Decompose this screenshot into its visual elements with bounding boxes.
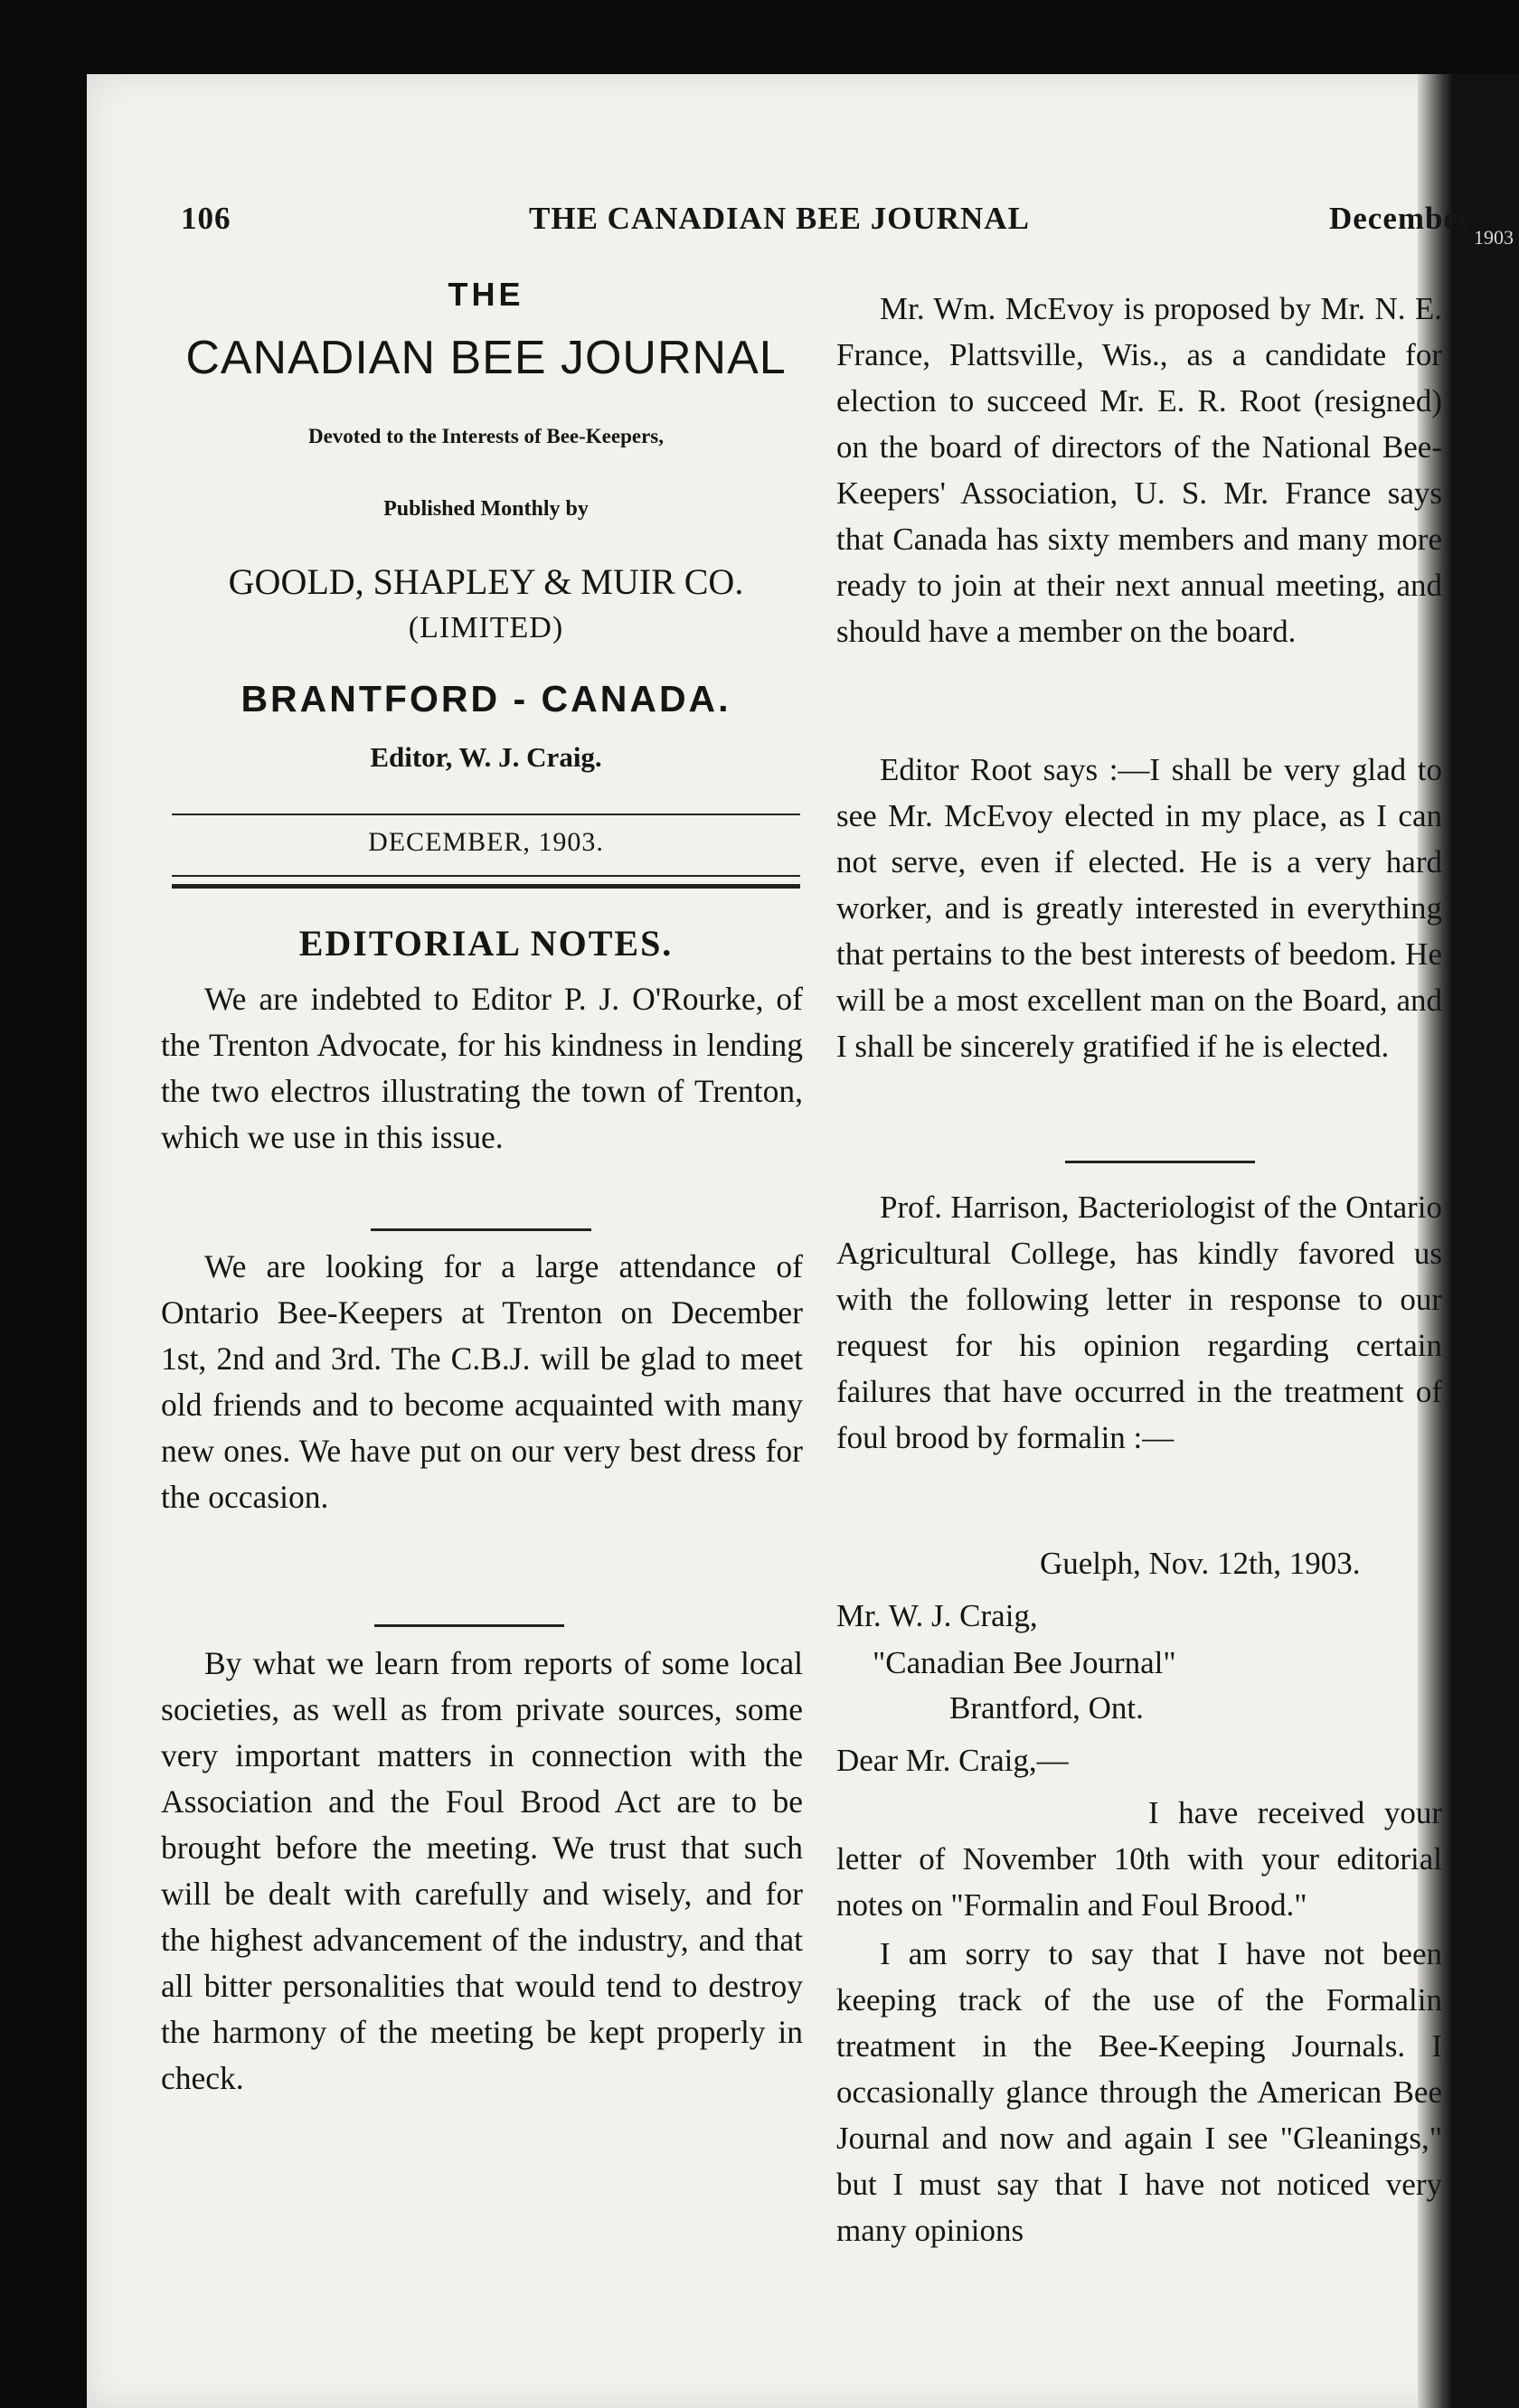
masthead-limited: (LIMITED) [408,611,564,644]
news-paragraph: Prof. Harrison, Bacteriologist of the Ontario Agricultural College, has kindly favored us with the following letter in response to our request for his opinion regarding certain failures that have occurred in the treatment of foul brood by formalin :— [836,1190,1442,1455]
masthead-editor: Editor, W. J. Craig. [370,741,602,773]
editorial-paragraph: We are indebted to Editor P. J. O'Rourke, of the Trenton Advocate, for his kindness in lending the two electros illustrating the town of Trenton, which we use in this issue. [161,981,803,1155]
issue-date: DECEMBER, 1903. [368,827,604,857]
letter-salutation: Dear Mr. Craig,— [836,1743,1069,1778]
masthead-city: BRANTFORD - CANADA. [241,678,731,720]
letter-addressee-name: Mr. W. J. Craig, [836,1598,1038,1633]
adjacent-page-edge [1454,74,1519,2408]
letter-addressee-city: Brantford, Ont. [949,1690,1144,1726]
letter-paragraph: I have received your letter of November 10th with your editorial notes on "Formalin and Foul Brood." [836,1795,1442,1923]
page-number: 106 [181,201,231,236]
masthead-published: Published Monthly by [383,497,589,521]
scan-background [0,0,1519,72]
section-heading: EDITORIAL NOTES. [298,923,674,964]
running-title: THE CANADIAN BEE JOURNAL [529,201,1030,236]
paragraph-divider [1065,1161,1255,1163]
masthead-rule-bottom-1 [172,875,800,877]
paragraph-divider [371,1228,591,1231]
running-month: December [1329,201,1474,236]
masthead-name: CANADIAN BEE JOURNAL [185,332,787,384]
masthead-devoted: Devoted to the Interests of Bee-Keepers, [307,425,664,447]
editorial-paragraph: By what we learn from reports of some local societies, as well as from private sources, some very important matters in connection with the Association and the Foul Brood Act are to be brought before the meeting. We trust that such will be dealt with carefully and wisely, and for the highest advancement of the industry, and that all bitter personalities that would tend to destroy the harmony of the meeting be kept properly in check. [161,1645,803,2096]
next-page-fragment: 1903 [1474,226,1514,249]
masthead-rule-bottom-2 [172,884,800,889]
letter-dateline: Guelph, Nov. 12th, 1903. [1040,1546,1361,1581]
paragraph-divider [374,1624,564,1627]
masthead-rule-top [172,814,800,815]
masthead-the: THE [448,276,524,313]
masthead-publisher: GOOLD, SHAPLEY & MUIR CO. [228,561,744,602]
news-paragraph: Editor Root says :—I shall be very glad to see Mr. McEvoy elected in my place, as I can not serve, even if elected. He is a very hard worker, and is greatly interested in everything that pertains to the best interests of beedom. He will be a most excellent man on the Board, and I shall be sincerely gratified if he is elected. [836,752,1442,1064]
news-paragraph: Mr. Wm. McEvoy is proposed by Mr. N. E. France, Plattsville, Wis., as a candidate for election to succeed Mr. E. R. Root (resigned) on the board of directors of the National Bee-Keepers' Association, U. S. Mr. France says that Canada has sixty members and many more ready to join at their next annual meeting, and should have a member on the board. [836,291,1442,649]
editorial-paragraph: We are looking for a large attendance of Ontario Bee-Keepers at Trenton on December 1st, 2nd and 3rd. The C.B.J. will be glad to meet old friends and to become acquainted with many new ones. We have put on our very best dress for the occasion. [161,1248,803,1515]
letter-paragraph: I am sorry to say that I have not been keeping track of the use of the Formalin treatment in the Bee-Keeping Journals. I occasionally glance through the American Bee Journal and now and again I see "Gleanings," but I must say that I have not noticed very many opinions [836,1936,1442,2248]
letter-addressee-paper: "Canadian Bee Journal" [873,1645,1176,1680]
